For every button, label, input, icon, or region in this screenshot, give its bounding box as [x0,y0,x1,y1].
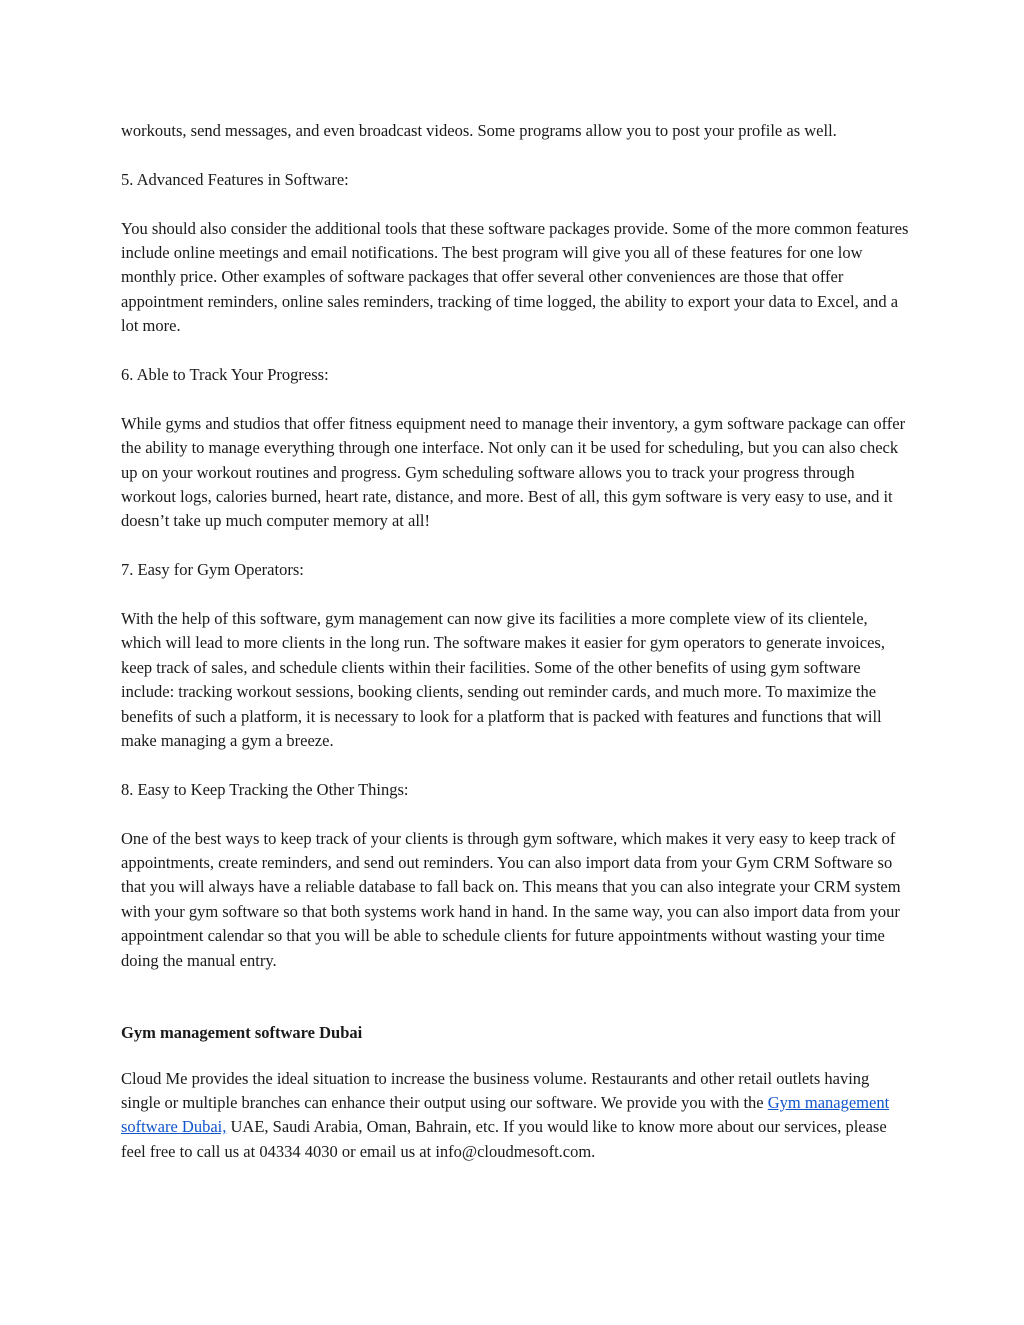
closing-text-before-link: Cloud Me provides the ideal situation to increase the business volume. Restaurants and other retail outlets having single or multiple branches can enhance their output using our software. We provide you with the [121,1068,870,1112]
section-7-body: With the help of this software, gym management can now give its facilities a more complete view of its clientele, which will lead to more clients in the long run. The software makes it easier for gym operators to generate invoices, keep track of sales, and schedule clients within their facilities. Some of the other benefits of using gym software include: tracking workout sessions, booking clients, sending out reminder cards, and much more. To maximize the benefits of such a platform, it is necessary to look for a platform that is packed with features and functions that will make managing a gym a breeze. [121,609,885,751]
section-5-body: You should also consider the additional tools that these software packages provide. Some of the more common features include online meetings and email notifications. The best program will give you all of these features for one low monthly price. Other examples of software packages that offer several other conveniences are those that offer appointment reminders, online sales reminders, tracking of time logged, the ability to export your data to Excel, and a lot more. [121,218,909,336]
document-page [121,119,911,1189]
section-7-heading: 7. Easy for Gym Operators: [121,560,304,580]
section-8-body: One of the best ways to keep track of your clients is through gym software, which makes it very easy to keep track of appointments, create reminders, and send out reminders. You can also import data from your Gym CRM Software so that you will always have a reliable database to fall back on. This means that you can also integrate your CRM system with your gym software so that both systems work hand in hand. In the same way, you can also import data from your appointment calendar so that you will be able to schedule clients for future appointments without wasting your time doing the manual entry. [121,828,901,970]
gym-software-dubai-link[interactable]: Gym management software Dubai, [121,1092,890,1137]
intro-paragraph: workouts, send messages, and even broadcast videos. Some programs allow you to post your profile as well. [121,121,837,140]
section-8-heading: 8. Easy to Keep Tracking the Other Things: [121,779,409,799]
section-6-heading: 6. Able to Track Your Progress: [121,365,329,385]
section-6-body: While gyms and studios that offer fitness equipment need to manage their inventory, a gym software package can offer the ability to manage everything through one interface. Not only can it be used for scheduling, but you can also check up on your workout routines and progress. Gym scheduling software allows you to track your progress through workout logs, calories burned, heart rate, distance, and more. Best of all, this gym software is very easy to use, and it doesn’t take up much computer memory at all! [121,413,906,531]
section-5-heading: 5. Advanced Features in Software: [121,169,349,189]
closing-text-after-link: UAE, Saudi Arabia, Oman, Bahrain, etc. If you would like to know more about our services, please feel free to call us at 04334 4030 or email us at info@cloudmesoft.com. [121,1117,887,1161]
closing-heading: Gym management software Dubai [121,1023,363,1043]
closing-paragraph [121,1067,911,1165]
